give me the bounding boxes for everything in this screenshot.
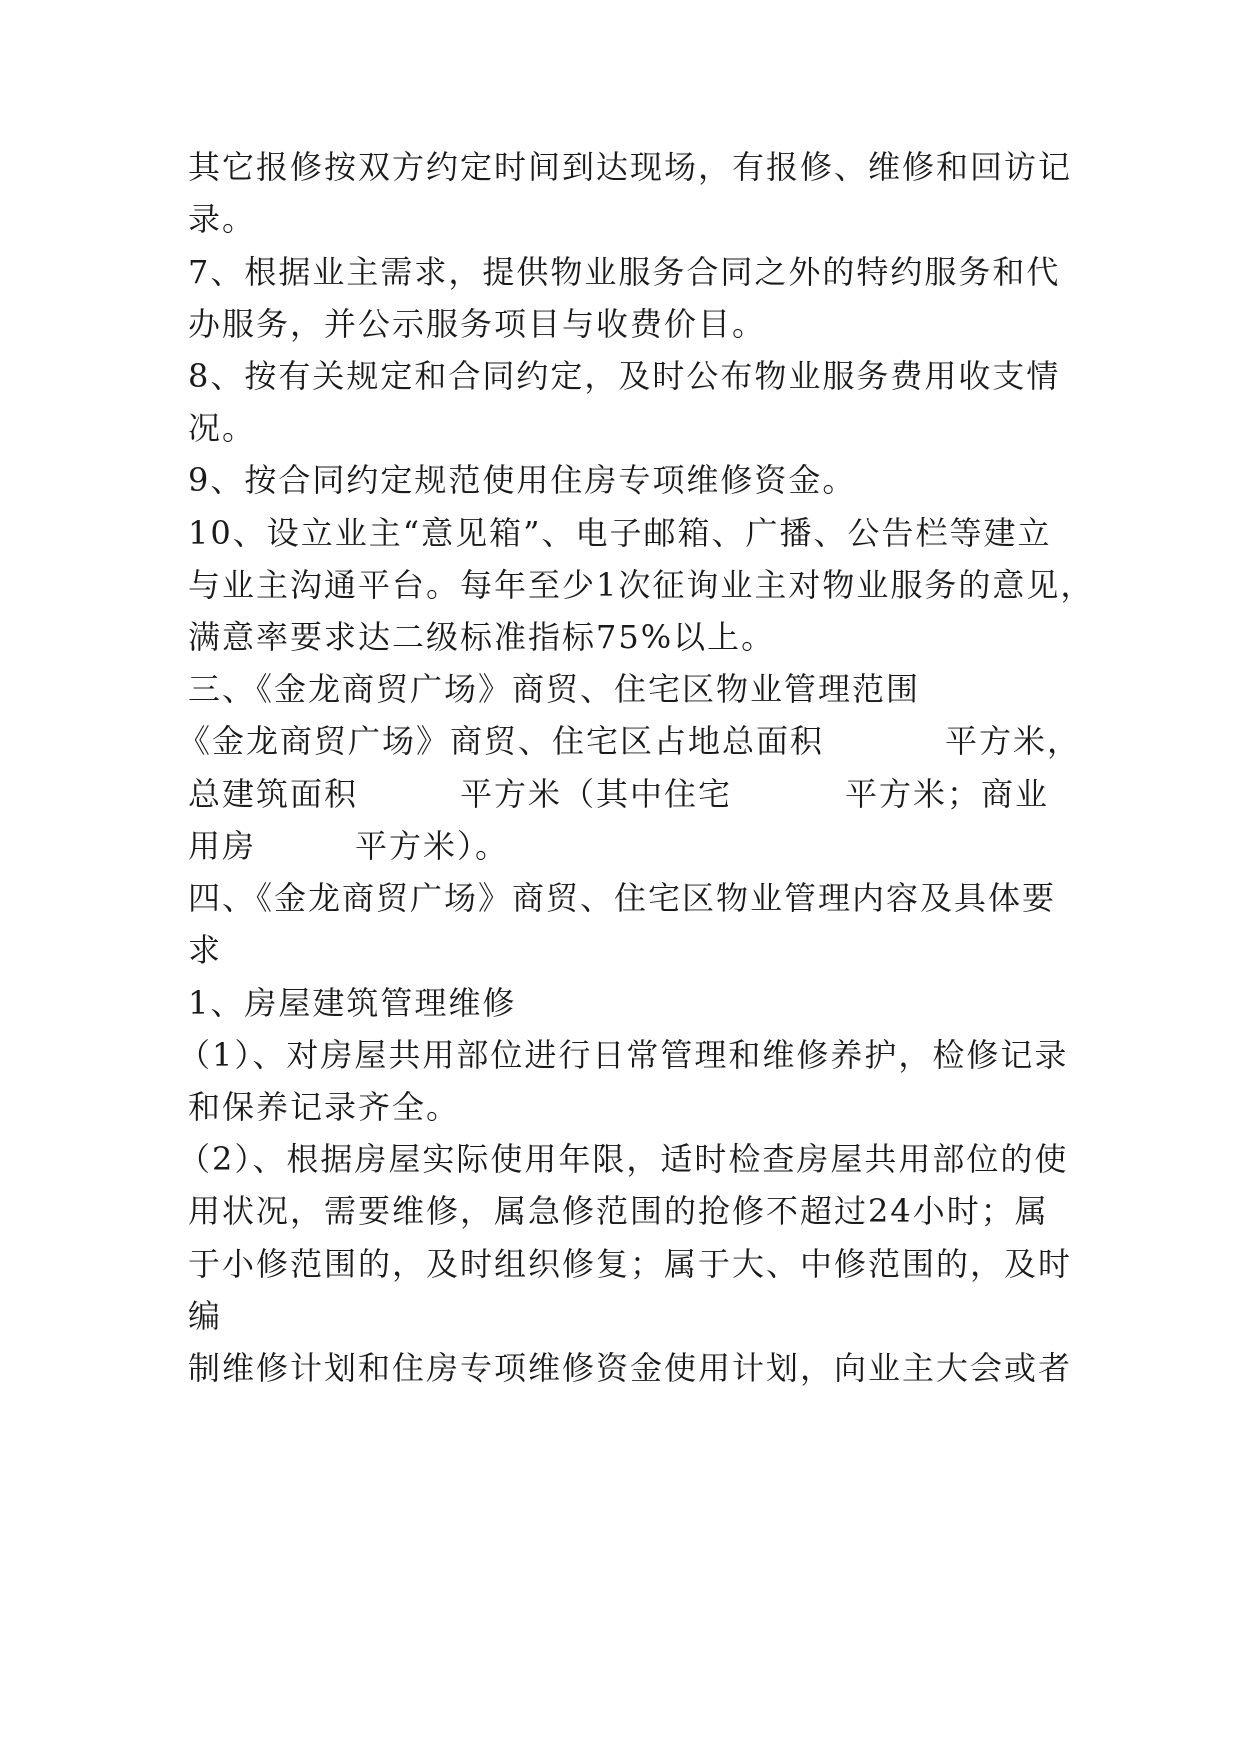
text-line: 其它报修按双方约定时间到达现场，有报修、维修和回访记 xyxy=(188,148,1073,186)
text-line: 于小修范围的，及时组织修复；属于大、中修范围的，及时 xyxy=(188,1245,1073,1283)
text-line: 7、根据业主需求，提供物业服务合同之外的特约服务和代 xyxy=(188,253,1061,291)
residential-area-fragment: 平方米；商业 xyxy=(845,775,1050,813)
section-heading: 三、《金龙商贸广场》商贸、住宅区物业管理范围 xyxy=(188,670,921,708)
text-line: 求 xyxy=(188,931,223,969)
text-line: 办服务，并公示服务项目与收费价目。 xyxy=(188,305,767,343)
text-line: （1）、对房屋共用部位进行日常管理和维修养护，检修记录 xyxy=(178,1036,1069,1074)
subsection-heading: 1、房屋建筑管理维修 xyxy=(188,984,517,1022)
text-line: 用房 xyxy=(188,827,257,865)
text-line: 况。 xyxy=(188,409,257,447)
area-unit-fragment: 平方米， xyxy=(945,722,1082,760)
text-line: 《金龙商贸广场》商贸、住宅区占地总面积 xyxy=(178,722,825,760)
text-line: 制维修计划和住房专项维修资金使用计划，向业主大会或者 xyxy=(188,1349,1073,1387)
text-line: 总建筑面积 xyxy=(188,775,359,813)
text-line: （2）、根据房屋实际使用年限，适时检查房屋共用部位的使 xyxy=(178,1140,1069,1178)
text-line: 和保养记录齐全。 xyxy=(188,1088,461,1126)
text-line: 与业主沟通平台。每年至少1次征询业主对物业服务的意见， xyxy=(188,566,1095,604)
text-line: 10、设立业主“意见箱”、电子邮箱、广播、公告栏等建立 xyxy=(188,514,1052,552)
commercial-area-fragment: 平方米）。 xyxy=(355,827,510,865)
building-area-fragment: 平方米（其中住宅 xyxy=(460,775,733,813)
section-heading: 四、《金龙商贸广场》商贸、住宅区物业管理内容及具体要 xyxy=(188,879,1057,917)
text-line: 录。 xyxy=(188,200,257,238)
text-line: 用状况，需要维修，属急修范围的抢修不超过24小时；属 xyxy=(188,1192,1049,1230)
text-line: 8、按有关规定和合同约定，及时公布物业服务费用收支情 xyxy=(188,357,1061,395)
text-line: 编 xyxy=(188,1297,223,1335)
text-line: 9、按合同约定规范使用住房专项维修资金。 xyxy=(188,461,857,499)
text-line: 满意率要求达二级标准指标75%以上。 xyxy=(188,618,776,656)
